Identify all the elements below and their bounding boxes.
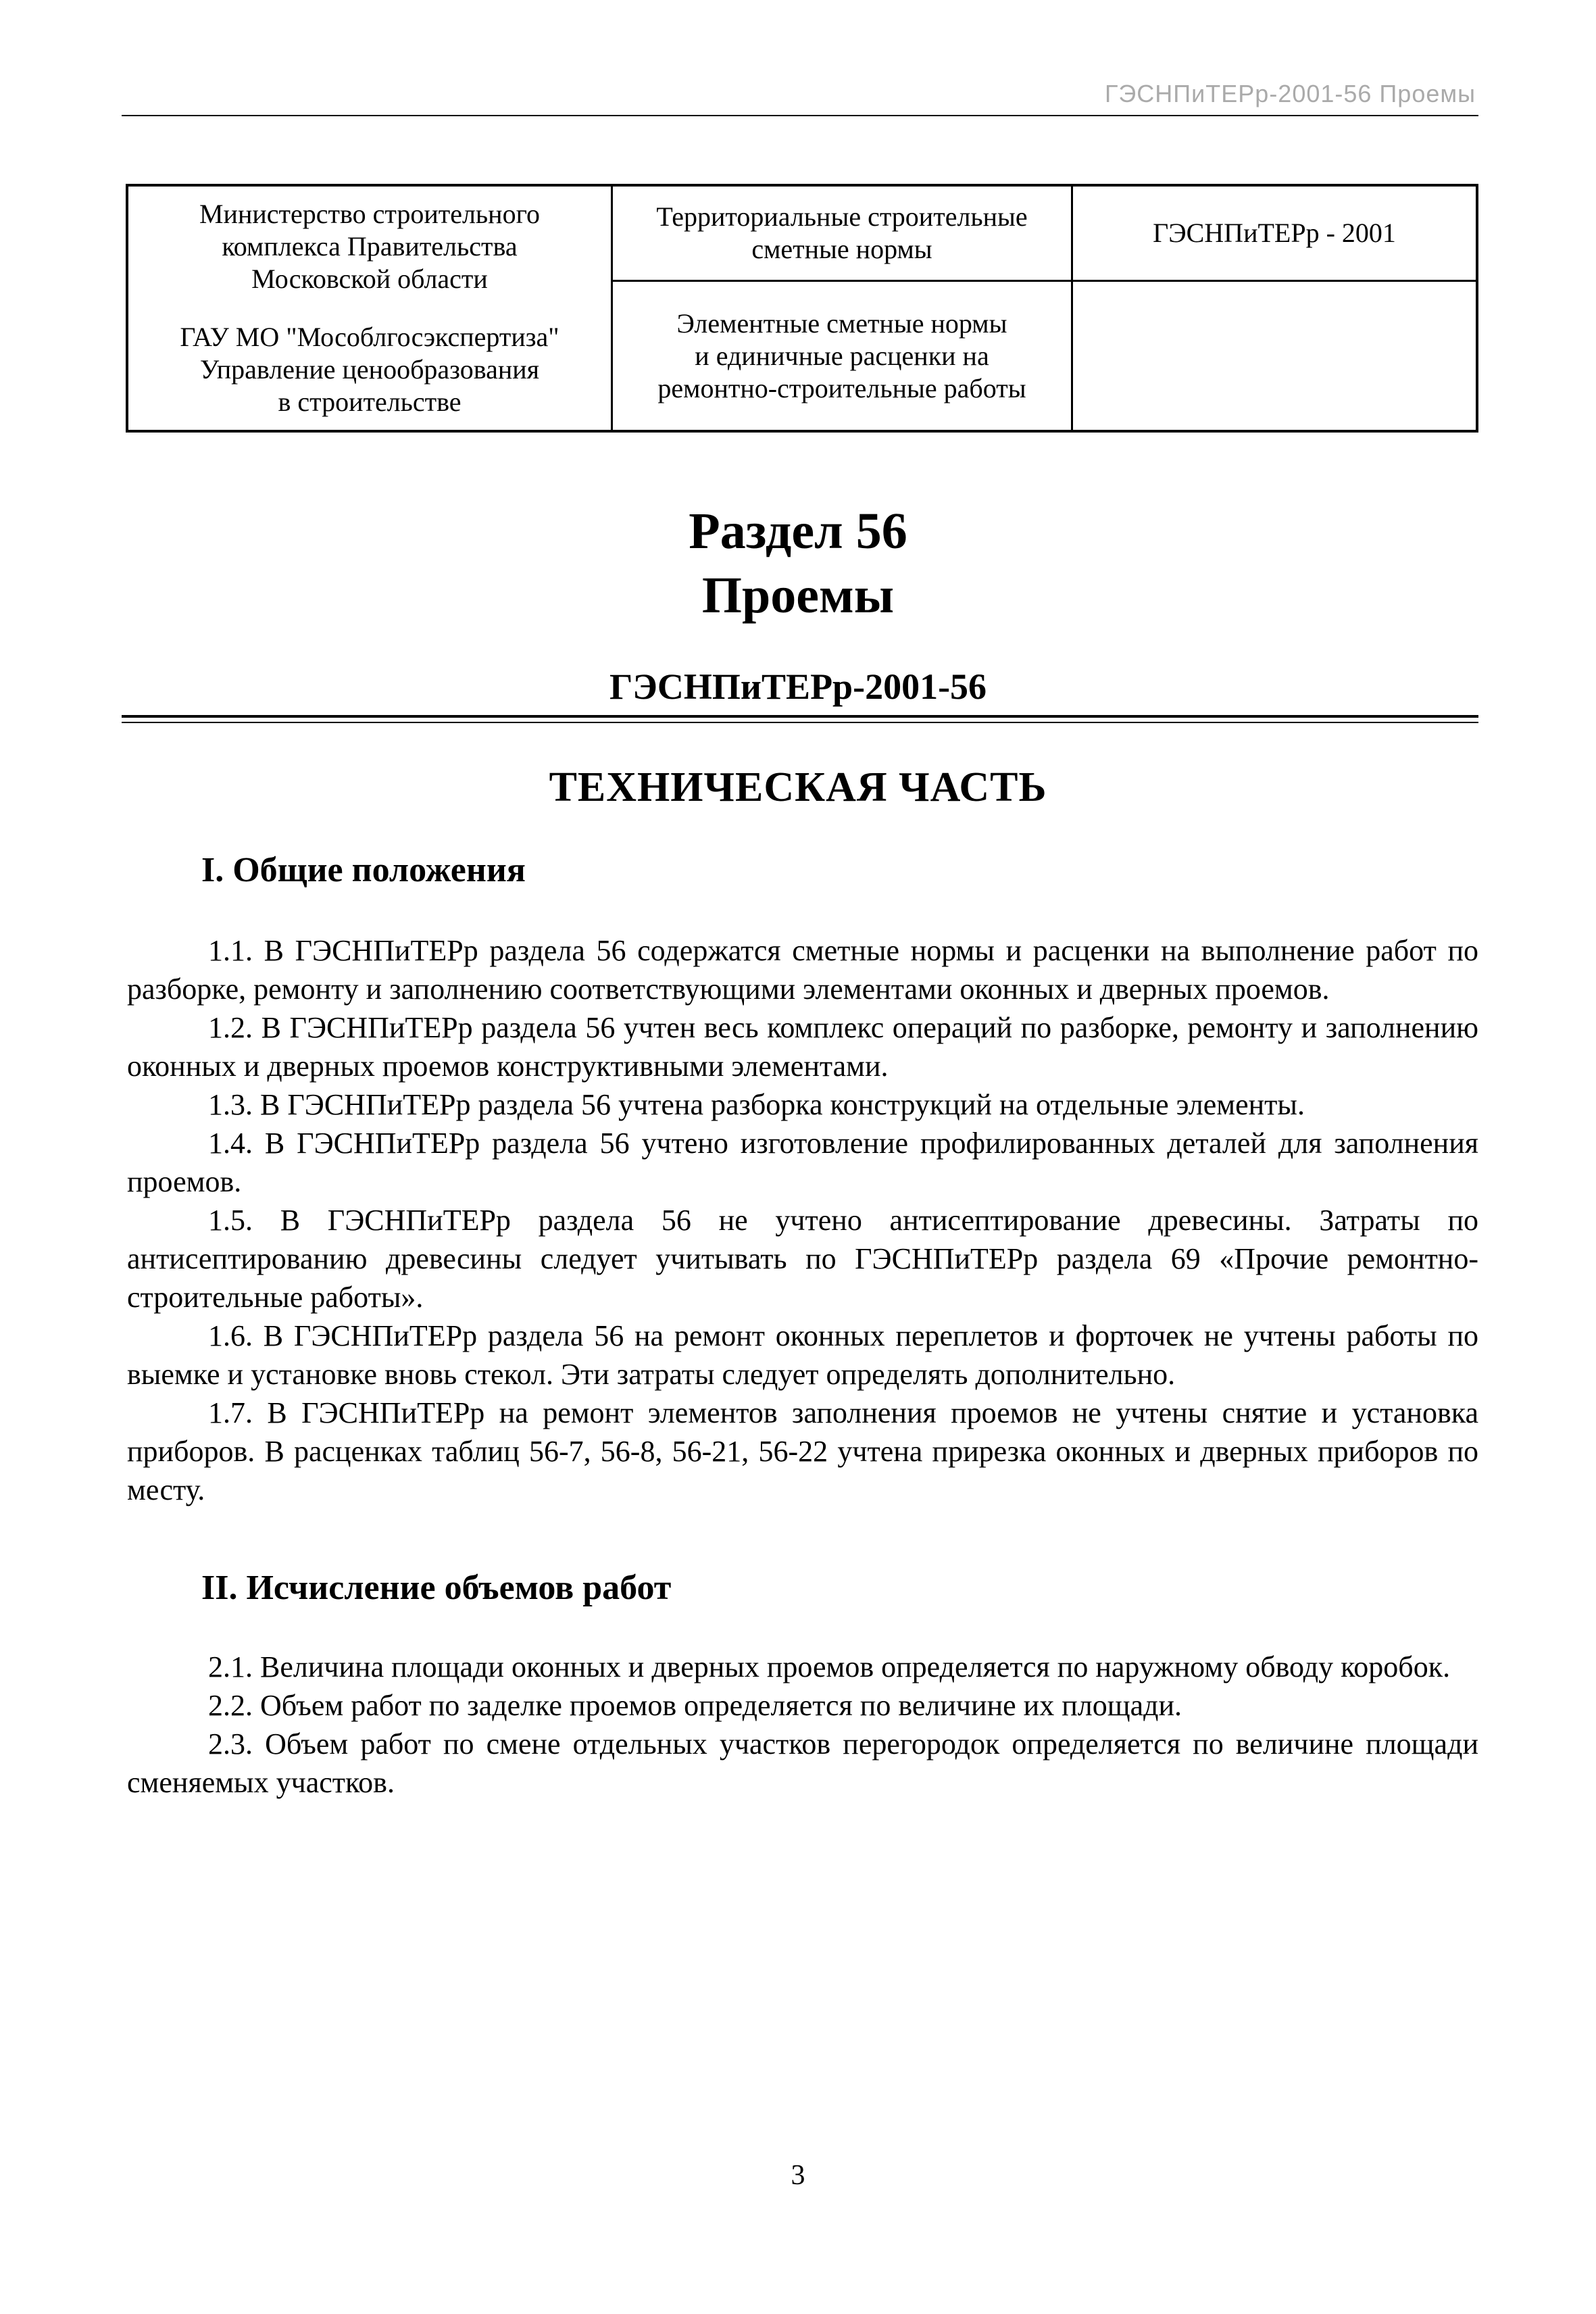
org-line: Министерство строительного — [199, 199, 540, 229]
org-line: ГАУ МО "Мособлгосэкспертиза" — [180, 322, 559, 352]
paragraph: 1.1. В ГЭСНПиТЕРр раздела 56 содержатся сметные нормы и расценки на выполнение работ по разборке, ремонту и заполнению соответствующими элементами оконных и дверных проемов. — [127, 934, 1478, 1006]
paragraph: 1.7. В ГЭСНПиТЕРр на ремонт элементов заполнения проемов не учтены снятие и установка приборов. В расценках таблиц 56-7, 56-8, 56-21, 56-22 учтена прирезка оконных и дверных приборов по месту. — [127, 1396, 1478, 1506]
paragraph: 1.2. В ГЭСНПиТЕРр раздела 56 учтен весь комплекс операций по разборке, ремонту и заполнению оконных и дверных проемов конструктивными элементами. — [127, 1011, 1478, 1083]
volumes-text — [127, 1648, 1478, 1802]
header-rule — [122, 115, 1478, 116]
org-gap — [138, 295, 601, 321]
empty-cell — [1072, 281, 1478, 432]
section-heading: Раздел 56 — [689, 503, 907, 560]
norms-type-line: Территориальные строительные — [656, 201, 1028, 232]
header-table — [126, 184, 1478, 433]
norms-desc-line: Элементные сметные нормы — [676, 307, 1007, 339]
paragraph: 1.3. В ГЭСНПиТЕРр раздела 56 учтена разборка конструкций на отдельные элементы. — [208, 1088, 1305, 1121]
paragraph: 2.2. Объем работ по заделке проемов определяется по величине их площади. — [208, 1689, 1182, 1722]
running-head: ГЭСНПиТЕРр-2001-56 Проемы — [1104, 80, 1476, 107]
general-provisions-heading: I. Общие положения — [201, 851, 526, 889]
norms-desc-line: ремонтно-строительные работы — [657, 372, 1026, 403]
document-code: ГЭСНПиТЕРр-2001-56 — [609, 666, 987, 707]
organization-cell — [127, 185, 612, 431]
general-provisions-text — [127, 931, 1478, 1509]
paragraph: 1.5. В ГЭСНПиТЕРр раздела 56 не учтено антисептирование древесины. Затраты по антисептированию древесины следует учитывать по ГЭСНПиТЕРр раздела 69 «Прочие ремонтно-строительные работы». — [127, 1204, 1478, 1314]
norms-desc-line: и единичные расценки на — [695, 340, 989, 371]
org-line: в строительстве — [278, 387, 462, 417]
volumes-heading: II. Исчисление объемов работ — [201, 1569, 672, 1607]
org-line: комплекса Правительства — [222, 231, 518, 262]
double-rule-top — [122, 715, 1478, 718]
org-line: Московской области — [251, 264, 488, 294]
norms-type-cell — [612, 185, 1072, 281]
page-number: 3 — [791, 2160, 805, 2191]
org-line: Управление ценообразования — [199, 354, 540, 385]
norms-description-cell — [612, 281, 1072, 432]
paragraph: 1.4. В ГЭСНПиТЕРр раздела 56 учтено изготовление профилированных деталей для заполнения проемов. — [127, 1127, 1478, 1198]
norms-type-line: сметные нормы — [751, 234, 932, 264]
section-name: Проемы — [701, 567, 895, 624]
paragraph: 2.1. Величина площади оконных и дверных проемов определяется по наружному обводу коробок. — [208, 1650, 1451, 1683]
double-rule-bottom — [122, 722, 1478, 723]
technical-part-title: ТЕХНИЧЕСКАЯ ЧАСТЬ — [549, 764, 1047, 810]
paragraph: 2.3. Объем работ по смене отдельных участков перегородок определяется по величине площади сменяемых участков. — [127, 1727, 1478, 1799]
paragraph: 1.6. В ГЭСНПиТЕРр раздела 56 на ремонт оконных переплетов и форточек не учтены работы по выемке и установке вновь стекол. Эти затраты следует определять дополнительно. — [127, 1319, 1478, 1391]
code-cell — [1072, 185, 1478, 281]
code-text: ГЭСНПиТЕРр - 2001 — [1153, 218, 1396, 248]
